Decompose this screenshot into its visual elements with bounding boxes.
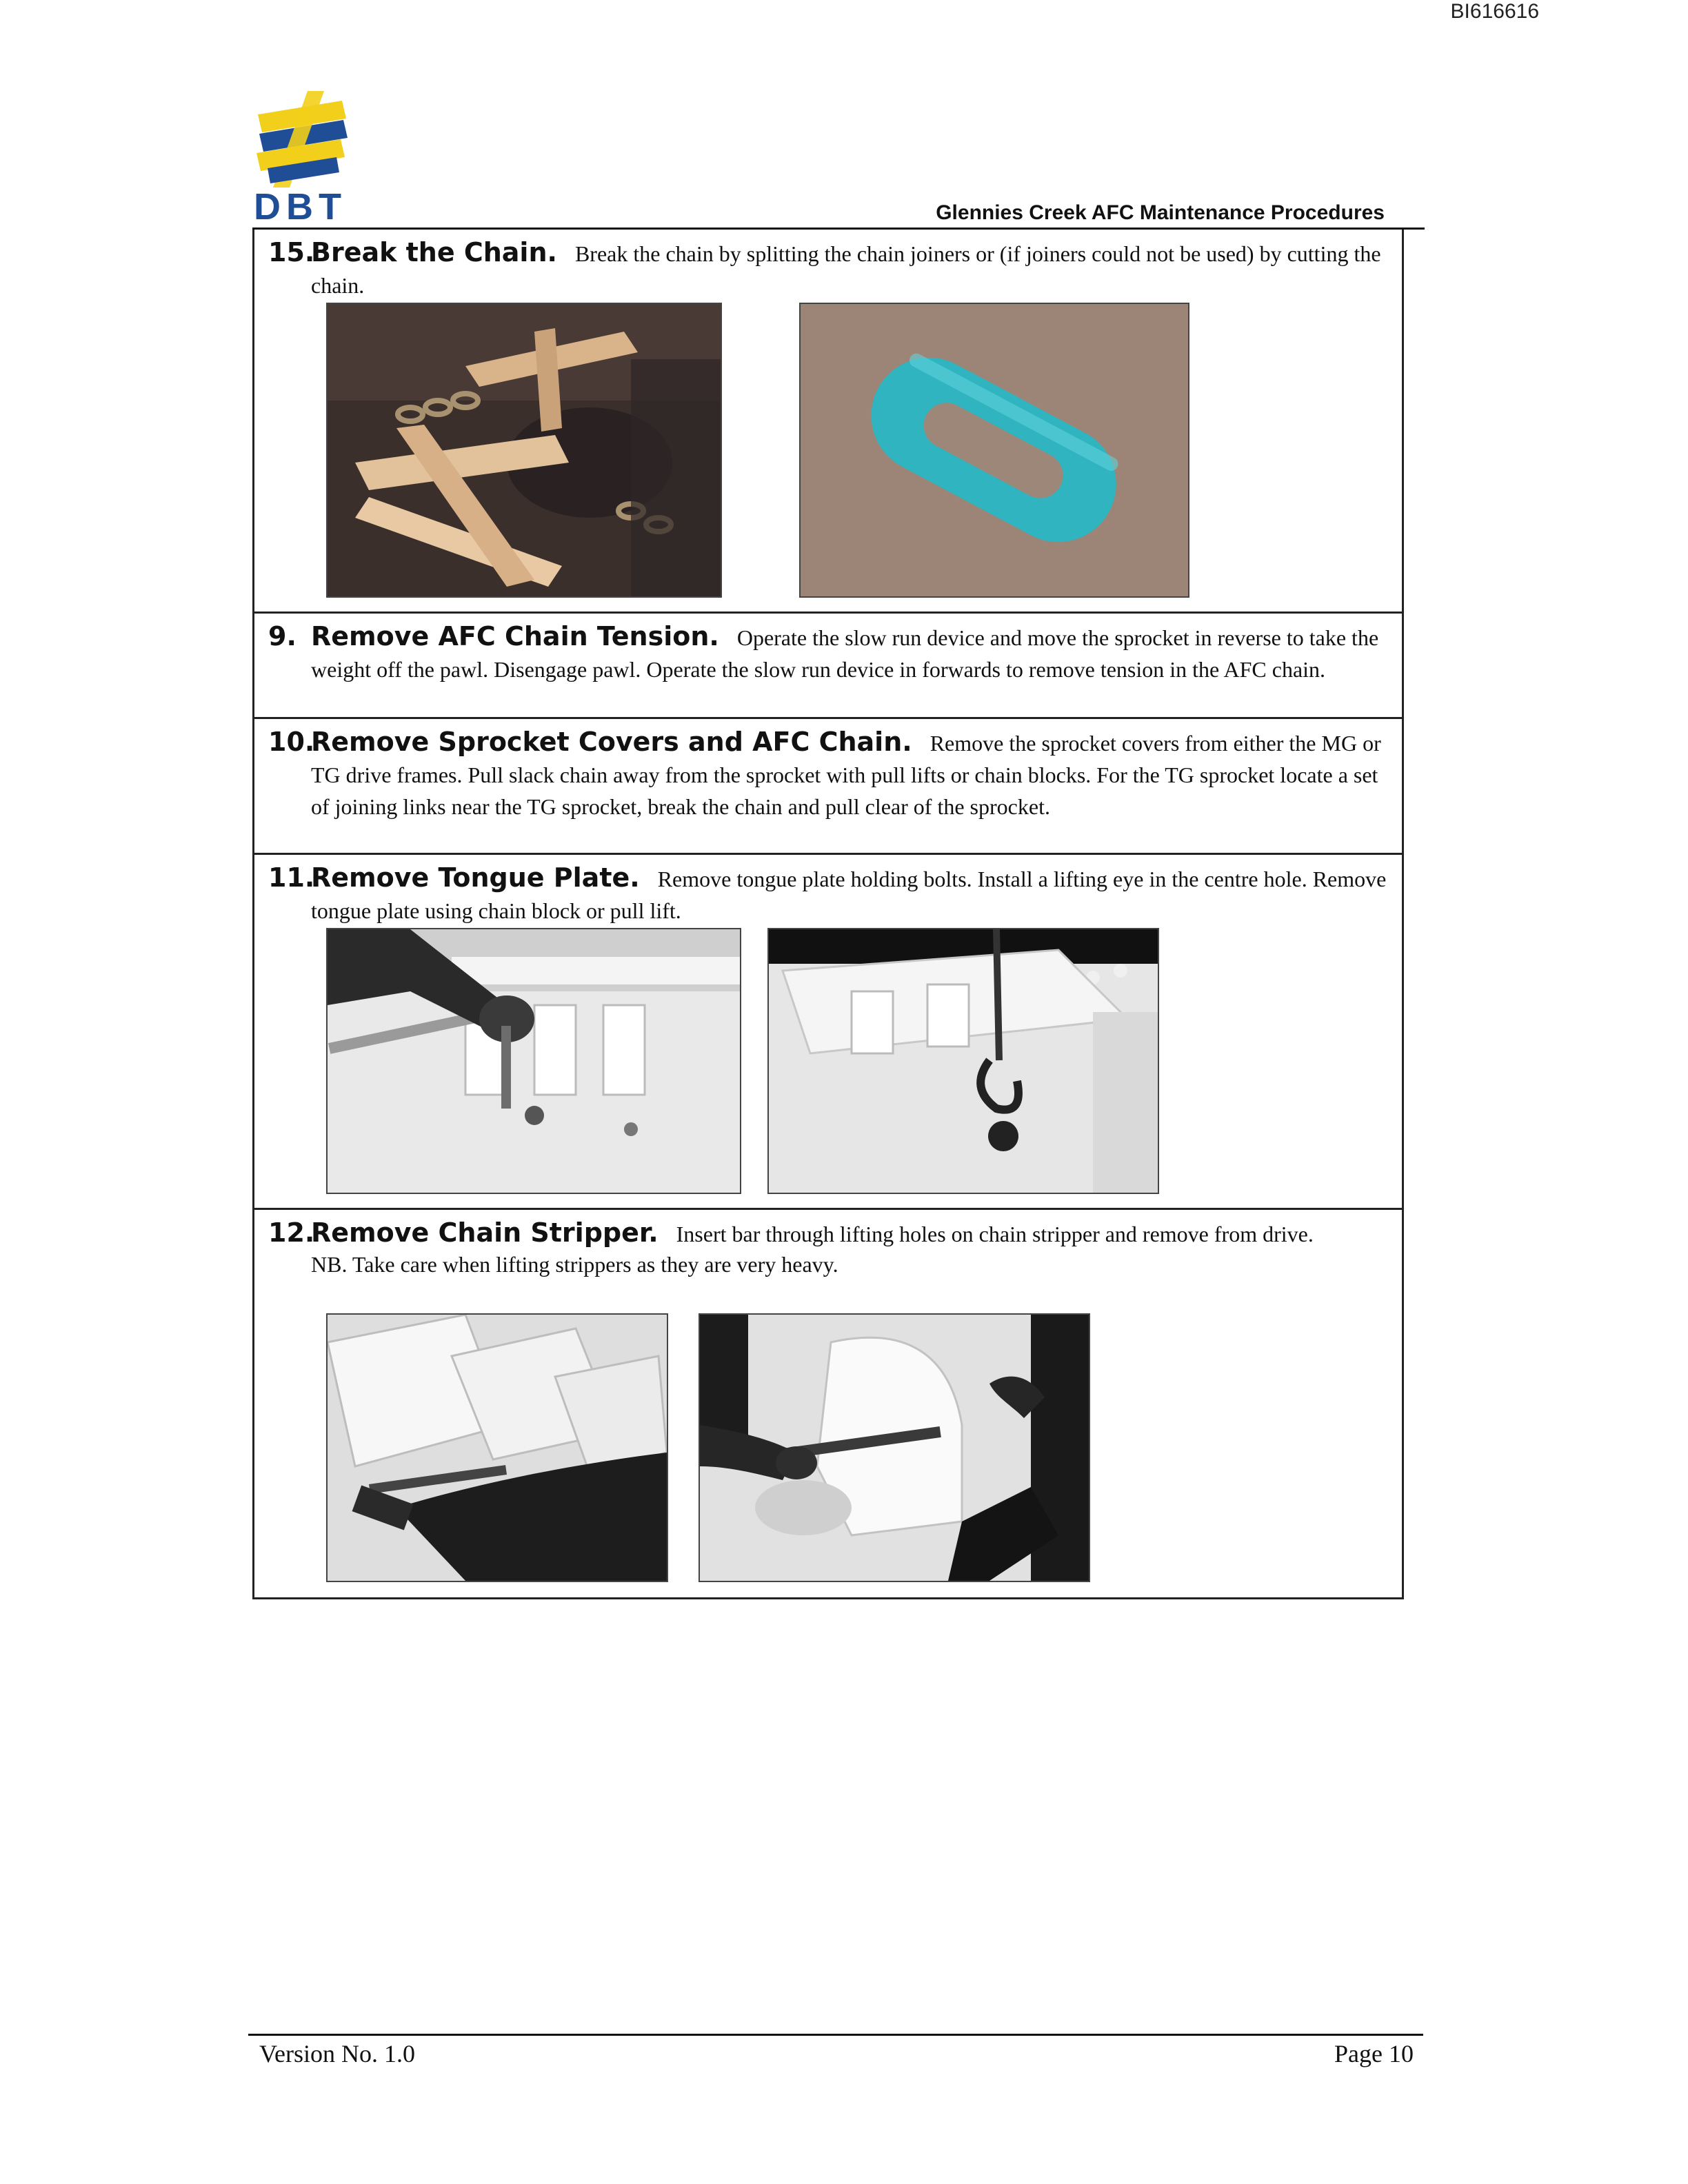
photo-chain-joiner (799, 303, 1189, 598)
procedure-steps (252, 230, 1404, 1599)
step-remove-chain-tension (254, 611, 1402, 717)
photo-chain-on-pan (326, 303, 722, 598)
step-title: Remove Tongue Plate. (311, 862, 640, 893)
step-header (254, 855, 1402, 927)
step-title: Remove Sprocket Covers and AFC Chain. (311, 727, 912, 757)
step-note: NB. Take care when lifting strippers as they are very heavy. (311, 1252, 838, 1277)
step-description: Remove the sprocket covers from either the MG or TG drive frames. Pull slack chain away from the sprocket with pull lifts or chain blocks. For the TG sprocket locate a set of joining links near the TG sprocket, break the chain and pull clear of the sprocket. (311, 731, 1381, 819)
step-header (254, 614, 1402, 685)
dbt-logo (254, 91, 350, 226)
step-number: 15. (268, 237, 315, 267)
step-description: Break the chain by splitting the chain joiners or (if joiners could not be used) by cutting the chain. (311, 241, 1381, 298)
step-title: Remove Chain Stripper. (311, 1217, 659, 1248)
document-id: BI616616 (1450, 0, 1539, 23)
step-remove-tongue-plate (254, 853, 1402, 1208)
version-label: Version No. 1.0 (259, 2040, 415, 2067)
logo-text: DBT (254, 186, 347, 228)
step-title: Break the Chain. (311, 237, 557, 267)
step-header (254, 230, 1402, 301)
step-header (254, 1210, 1402, 1250)
step-description: Insert bar through lifting holes on chain stripper and remove from drive. (676, 1222, 1314, 1246)
step-number: 12. (268, 1217, 315, 1248)
step-number: 9. (268, 621, 297, 651)
step-description: Remove tongue plate holding bolts. Install a lifting eye in the centre hole. Remove tongue plate using chain block or pull lift. (311, 867, 1387, 923)
step-description: Operate the slow run device and move the sprocket in reverse to take the weight off the pawl. Disengage pawl. Operate the slow run device in forwards to remove tension in the AFC chain. (311, 625, 1379, 682)
photo-stripper-lift (699, 1313, 1090, 1582)
document-title: Glennies Creek AFC Maintenance Procedures (936, 201, 1385, 224)
step-number: 11. (268, 862, 315, 893)
step-remove-sprocket-covers (254, 717, 1402, 853)
page-number: Page 10 (1334, 2040, 1414, 2067)
dbt-logo-icon (254, 91, 350, 188)
step-remove-chain-stripper (254, 1208, 1402, 1597)
photo-lifting-eye (767, 928, 1159, 1194)
step-header (254, 719, 1402, 822)
step-break-chain (254, 230, 1402, 611)
step-title: Remove AFC Chain Tension. (311, 621, 719, 651)
footer-divider (248, 2034, 1423, 2036)
photo-stripper-bar (326, 1313, 668, 1582)
step-number: 10. (268, 727, 315, 757)
photo-removing-bolts (326, 928, 741, 1194)
